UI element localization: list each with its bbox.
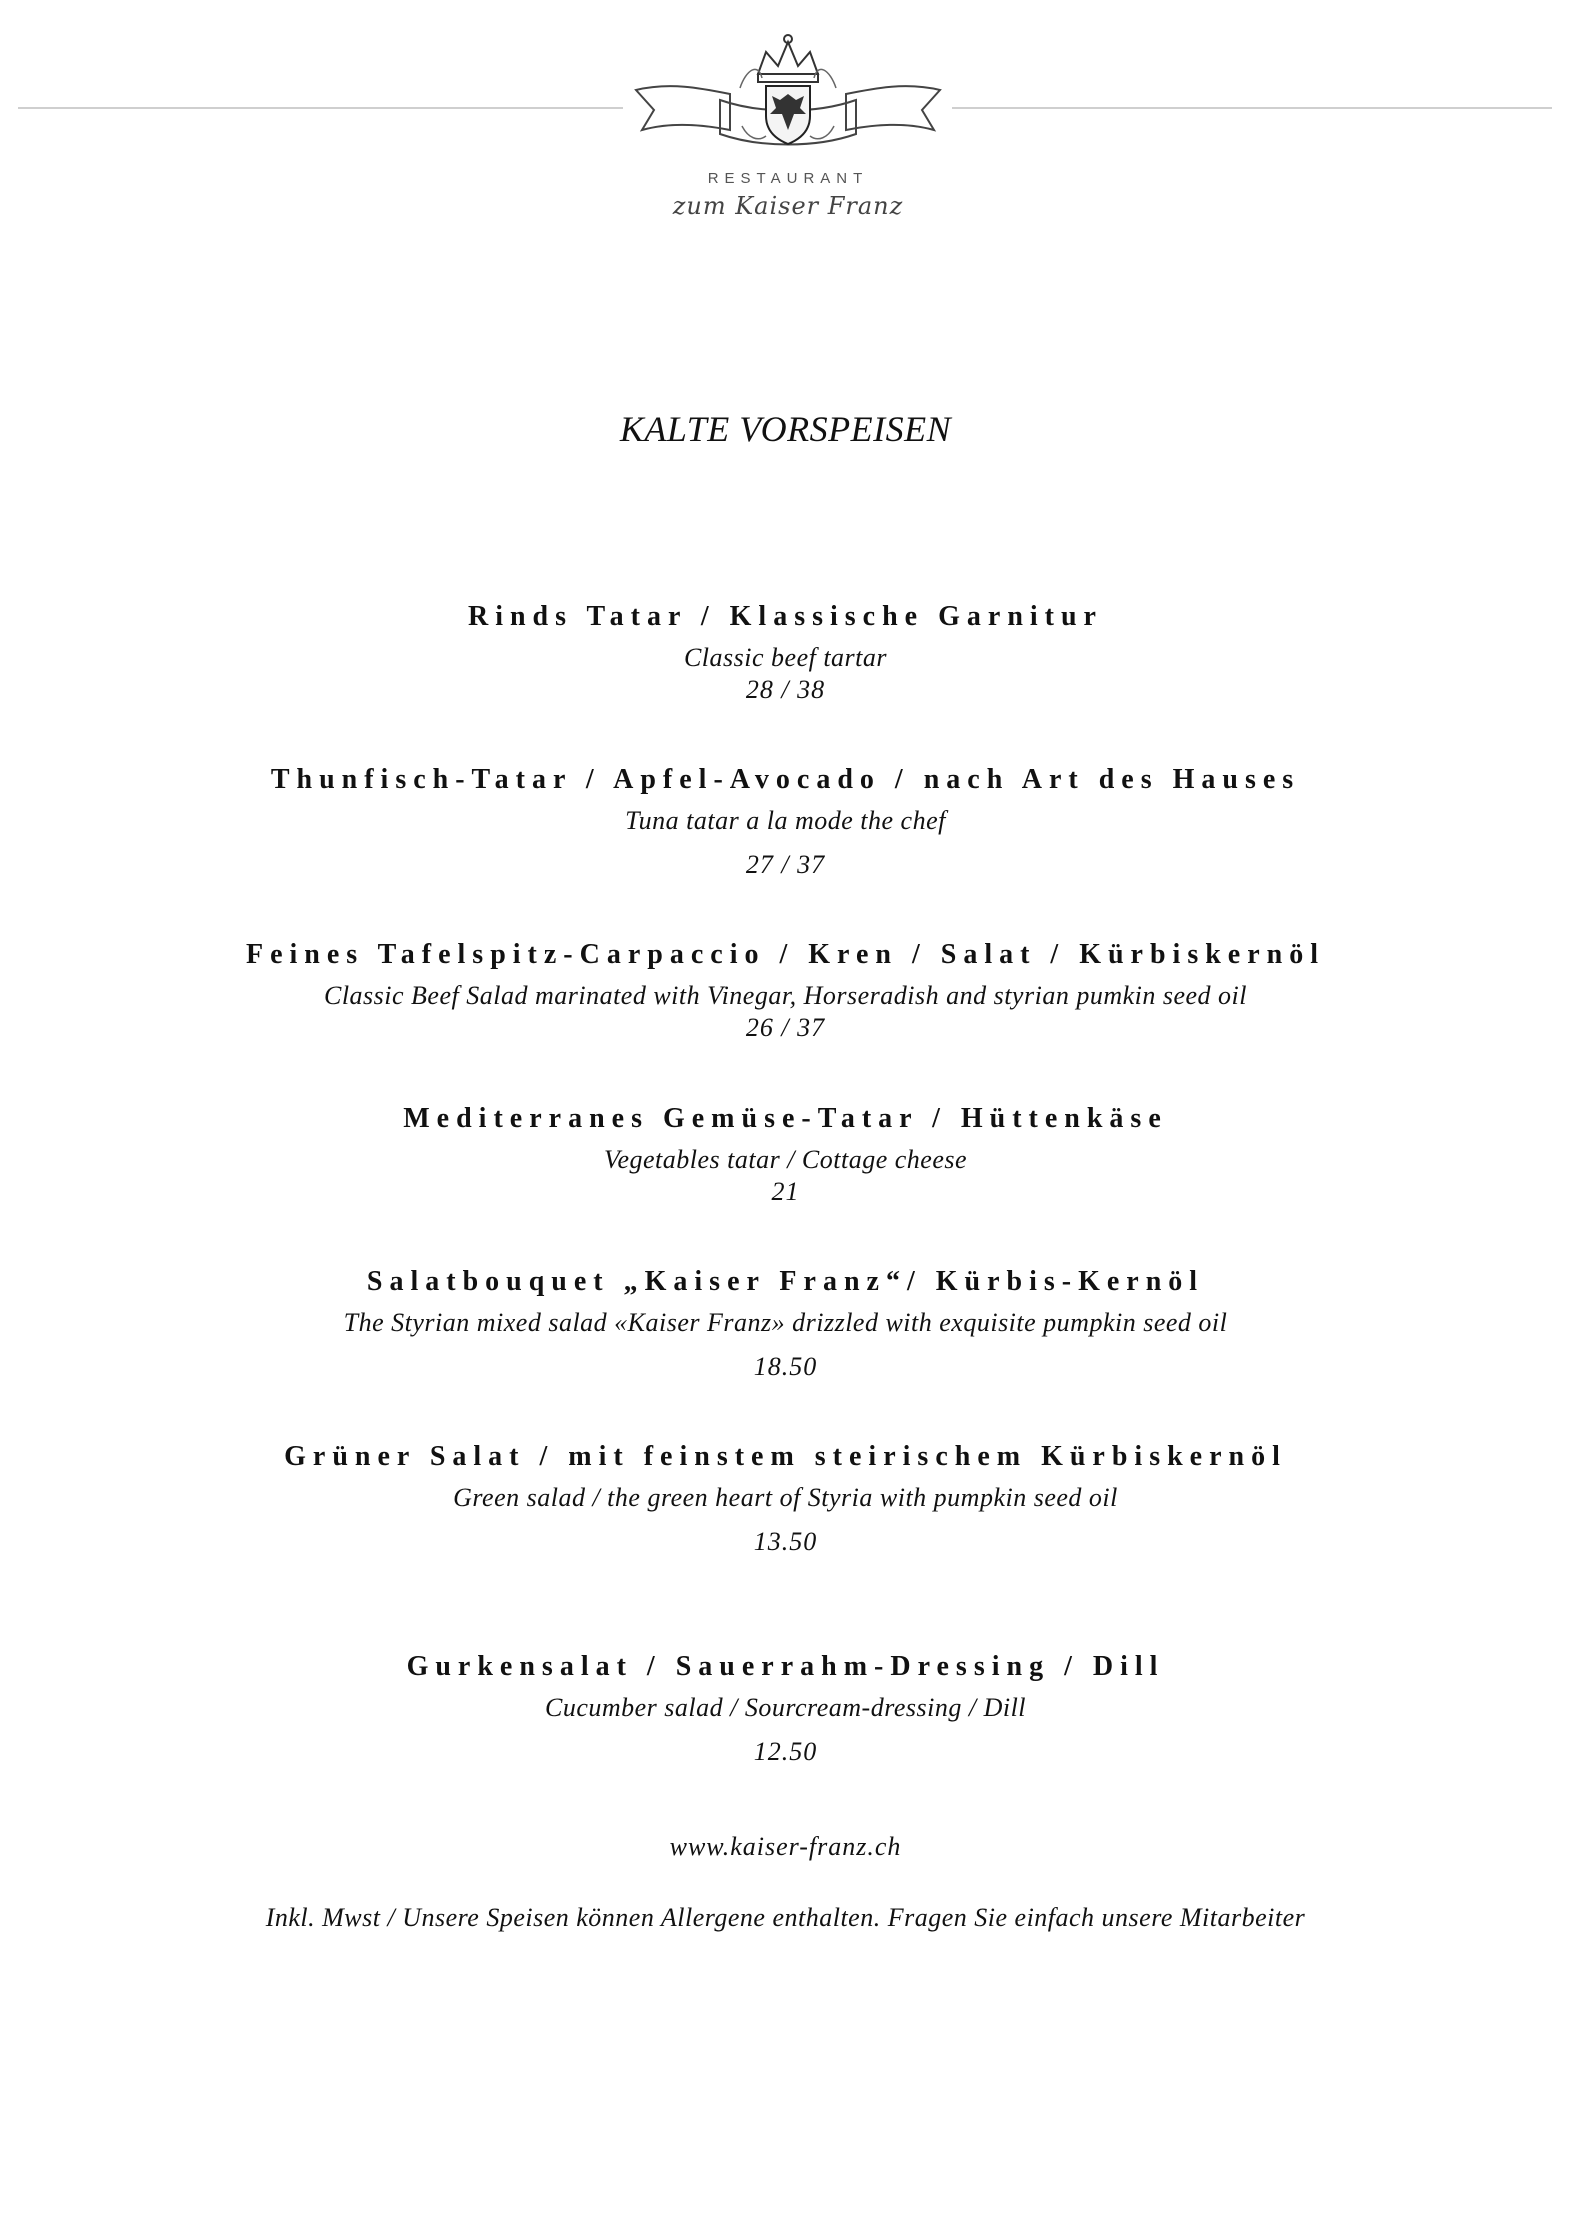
menu-item-price: 13.50 xyxy=(753,1527,818,1556)
menu-item xyxy=(0,1265,1571,1383)
menu-item xyxy=(0,1102,1571,1208)
menu-item-name: Thunfisch-Tatar / Apfel-Avocado / nach Art des Hauses xyxy=(270,764,1301,795)
menu-item-name: Mediterranes Gemüse-Tatar / Hüttenkäse xyxy=(403,1103,1168,1134)
menu-item-price: 26 / 37 xyxy=(745,1013,826,1042)
logo-name-text: zum Kaiser Franz xyxy=(672,192,904,220)
menu-item-name: Rinds Tatar / Klassische Garnitur xyxy=(467,601,1103,632)
crown-crest-icon xyxy=(630,30,946,170)
menu-item-price: 12.50 xyxy=(753,1737,818,1766)
section-title: KALTE VORSPEISEN xyxy=(619,409,952,449)
menu-item-price: 18.50 xyxy=(753,1352,818,1381)
website-link[interactable]: www.kaiser-franz.ch xyxy=(669,1832,902,1861)
menu-item-price: 27 / 37 xyxy=(745,850,826,879)
allergen-note: Inkl. Mwst / Unsere Speisen können Allergene enthalten. Fragen Sie einfach unsere Mitarbeiter xyxy=(265,1903,1306,1932)
menu-item-description: Vegetables tatar / Cottage cheese xyxy=(603,1145,968,1174)
menu-item-description: Classic Beef Salad marinated with Vinegar, Horseradish and styrian pumkin seed oil xyxy=(323,981,1248,1010)
menu-item-price: 21 xyxy=(771,1177,800,1206)
menu-item-name: Feines Tafelspitz-Carpaccio / Kren / Salat / Kürbiskernöl xyxy=(245,939,1326,970)
header-divider-right xyxy=(952,107,1552,109)
menu-item-price: 28 / 38 xyxy=(745,675,826,704)
menu-item xyxy=(0,600,1571,706)
menu-item-name: Grüner Salat / mit feinstem steirischem Kürbiskernöl xyxy=(284,1441,1287,1472)
menu-item-name: Salatbouquet „Kaiser Franz“/ Kürbis-Kernöl xyxy=(366,1266,1205,1297)
menu-item xyxy=(0,938,1571,1044)
logo-restaurant-text: RESTAURANT xyxy=(707,170,869,187)
menu-item xyxy=(0,1440,1571,1558)
menu-item-description: Cucumber salad / Sourcream-dressing / Dill xyxy=(544,1693,1027,1722)
menu-item-name: Gurkensalat / Sauerrahm-Dressing / Dill xyxy=(406,1651,1165,1682)
menu-item-description: Tuna tatar a la mode the chef xyxy=(625,806,946,835)
restaurant-logo xyxy=(630,30,946,230)
menu-item-description: Green salad / the green heart of Styria with pumpkin seed oil xyxy=(453,1483,1118,1512)
header-divider-left xyxy=(18,107,623,109)
menu-item xyxy=(0,763,1571,881)
menu-item xyxy=(0,1650,1571,1768)
menu-item-description: The Styrian mixed salad «Kaiser Franz» drizzled with exquisite pumpkin seed oil xyxy=(343,1308,1228,1337)
menu-item-description: Classic beef tartar xyxy=(683,643,888,672)
